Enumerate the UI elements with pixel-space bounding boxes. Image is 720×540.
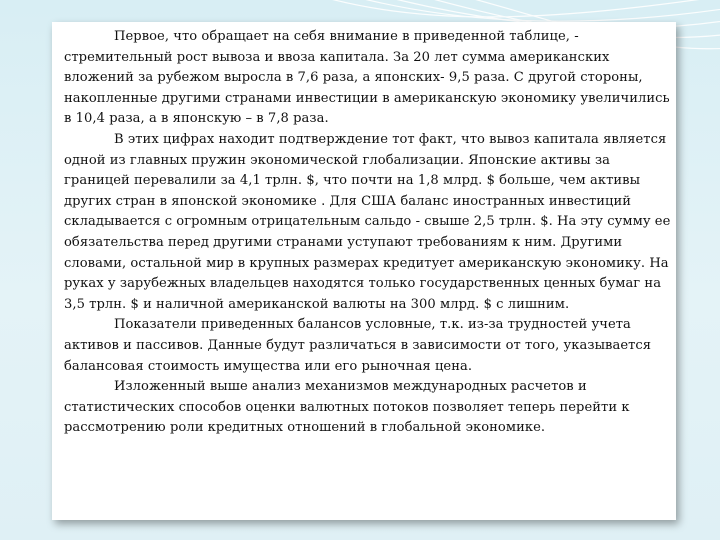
paragraph-1: Первое, что обращает на себя внимание в приведенной таблице, - стремительный рост вывоза и ввоза капитала. За 20 лет сумма американских вложений за рубежом выросла в 7,6 раза, а японских- 9,5 раза. С другой стороны, накопленные другими странами инвестиции в американскую экономику увеличились в 10,4 раза, а в японскую – в 7,8 раза. [64,29,670,127]
slide-text-body [64,27,676,439]
paragraph-3: Показатели приведенных балансов условные, т.к. из-за трудностей учета активов и пассивов. Данные будут различаться в зависимости от того, указывается балансовая стоимость имущества или его рыночная цена. [64,317,652,374]
paragraph-2: В этих цифрах находит подтверждение тот факт, что вывоз капитала является одной из главных пружин экономической глобализации. Японские активы за границей перевалили за 4,1 трлн. $, что почти на 1,8 млрд. $ больше, чем активы других стран в японской экономике . Для США баланс иностранных инвестиций складывается с огромным отрицательным сальдо - свыше 2,5 трлн. $. На эту сумму ее обязательства перед другими странами уступают требованиям к ним. Другими словами, остальной мир в крупных размерах кредитует американскую экономику. На руках у зарубежных владельцев находятся только государственных ценных бумаг на 3,5 трлн. $ и наличной американской валюты на 300 млрд. $ с лишним. [64,131,671,312]
paragraph-4: Изложенный выше анализ механизмов международных расчетов и статистических способов оценки валютных потоков позволяет теперь перейти к рассмотрению роли кредитных отношений в глобальной экономике. [64,379,630,436]
